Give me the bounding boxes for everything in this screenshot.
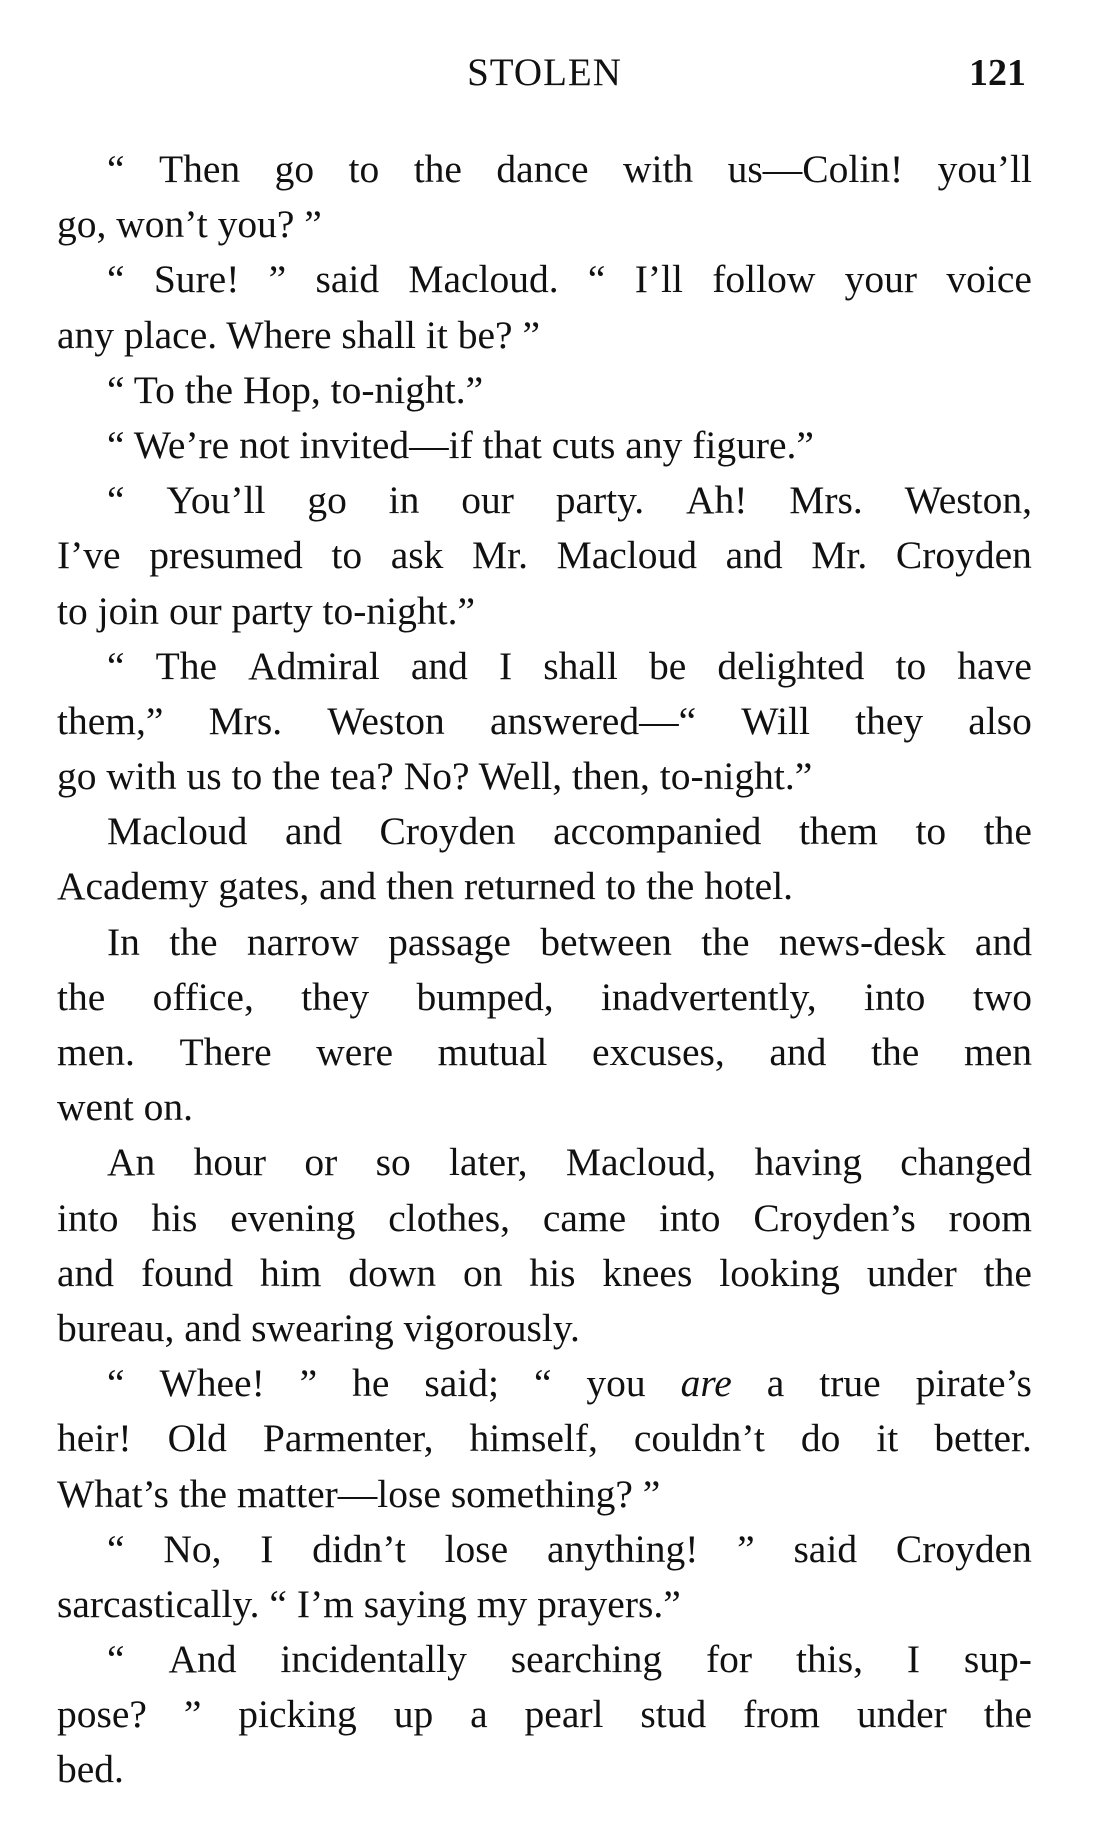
word: pearl bbox=[524, 1692, 604, 1737]
word: found bbox=[140, 1250, 234, 1295]
word: said bbox=[793, 1526, 858, 1571]
page-number: 121 bbox=[969, 52, 1026, 94]
word: gates, bbox=[218, 864, 310, 909]
text-line bbox=[57, 363, 1032, 418]
word: answered—“ bbox=[489, 698, 697, 743]
word: went bbox=[57, 1085, 134, 1130]
word: dance bbox=[496, 147, 589, 191]
word: “ bbox=[107, 1637, 125, 1682]
word: We’re bbox=[133, 422, 230, 467]
word: inadvertently, bbox=[600, 974, 817, 1019]
word: the bbox=[413, 147, 462, 191]
word: his bbox=[529, 1250, 576, 1295]
word: and bbox=[410, 643, 468, 688]
word: To bbox=[133, 367, 175, 412]
paragraph bbox=[57, 1632, 1032, 1798]
text-line bbox=[57, 1632, 1032, 1687]
word: and bbox=[184, 1305, 242, 1350]
paragraph bbox=[57, 915, 1032, 1136]
word: Hop, bbox=[242, 367, 321, 412]
word: better. bbox=[934, 1416, 1032, 1461]
word: not bbox=[239, 422, 290, 467]
word: go, bbox=[57, 202, 107, 247]
text-line bbox=[57, 308, 1032, 363]
word: to bbox=[605, 864, 637, 909]
word: go bbox=[57, 754, 97, 799]
word: Mrs. bbox=[789, 478, 863, 523]
word: bed. bbox=[57, 1747, 124, 1792]
word: into bbox=[659, 1195, 721, 1240]
word: from bbox=[743, 1692, 820, 1737]
word: to-night.” bbox=[330, 367, 484, 412]
word: I bbox=[260, 1526, 274, 1571]
word: this, bbox=[796, 1637, 863, 1682]
word: two bbox=[972, 974, 1032, 1019]
word: “ bbox=[107, 367, 125, 412]
word: us—Colin! bbox=[727, 147, 904, 191]
word: the bbox=[983, 1250, 1032, 1295]
paragraph bbox=[57, 1135, 1032, 1356]
word: presumed bbox=[149, 533, 303, 578]
body-text bbox=[57, 142, 1032, 1798]
word: the bbox=[983, 1692, 1032, 1737]
word: Mr. bbox=[472, 533, 528, 578]
paragraph bbox=[57, 639, 1032, 805]
word: “ bbox=[107, 643, 125, 688]
word: he bbox=[352, 1361, 390, 1406]
paragraph bbox=[57, 1356, 1032, 1522]
word: I’ll bbox=[634, 257, 683, 302]
word: Then bbox=[158, 147, 241, 191]
word: “ bbox=[107, 257, 125, 302]
word: that bbox=[482, 422, 542, 467]
word: excuses, bbox=[592, 1030, 725, 1074]
word: under bbox=[856, 1692, 947, 1737]
paragraph bbox=[57, 142, 1032, 252]
text-line bbox=[57, 970, 1032, 1025]
word: and bbox=[284, 809, 342, 854]
word: saying bbox=[363, 1581, 467, 1626]
text-line bbox=[57, 1467, 1032, 1522]
word: with bbox=[622, 147, 694, 191]
word: go bbox=[274, 147, 315, 191]
word: said bbox=[315, 257, 380, 302]
paragraph bbox=[57, 252, 1032, 362]
word: No? bbox=[403, 754, 470, 799]
word: hotel. bbox=[704, 864, 794, 909]
word: party bbox=[231, 588, 313, 633]
word: and bbox=[57, 1250, 115, 1295]
word: our bbox=[168, 588, 222, 633]
word: something? bbox=[450, 1471, 633, 1516]
word: invited—if bbox=[299, 422, 473, 467]
word: Old bbox=[167, 1416, 227, 1461]
text-line bbox=[57, 1411, 1032, 1466]
word: to bbox=[348, 147, 380, 191]
word: him bbox=[259, 1250, 322, 1295]
word: Macloud bbox=[556, 533, 698, 578]
word: didn’t bbox=[312, 1526, 406, 1571]
word: and bbox=[725, 533, 783, 578]
word: or bbox=[304, 1140, 338, 1185]
word: and bbox=[319, 864, 377, 909]
word: In bbox=[107, 919, 140, 964]
word: Mr. bbox=[811, 533, 868, 578]
word: “ bbox=[587, 257, 606, 302]
word: so bbox=[375, 1140, 411, 1185]
word: to bbox=[895, 643, 927, 688]
word: himself, bbox=[469, 1416, 598, 1461]
word: later, bbox=[449, 1140, 528, 1185]
word: bumped, bbox=[416, 974, 554, 1019]
word: have bbox=[957, 643, 1032, 688]
text-line bbox=[57, 804, 1032, 859]
word: men. bbox=[57, 1030, 135, 1074]
word: the bbox=[871, 1030, 920, 1074]
word: sup- bbox=[963, 1637, 1032, 1682]
word: party. bbox=[555, 478, 645, 523]
word: ” bbox=[642, 1471, 661, 1516]
word: Well, bbox=[478, 754, 563, 799]
word: “ bbox=[107, 147, 125, 191]
word: Where bbox=[226, 312, 332, 357]
word: picking bbox=[238, 1692, 357, 1737]
word: the bbox=[701, 919, 750, 964]
word: also bbox=[968, 698, 1032, 743]
word: Parmenter, bbox=[262, 1416, 434, 1461]
word: There bbox=[179, 1030, 272, 1074]
word: Sure! bbox=[153, 257, 240, 302]
word: What’s bbox=[57, 1471, 169, 1516]
word: be bbox=[648, 643, 687, 688]
word: “ bbox=[533, 1361, 552, 1406]
word: clothes, bbox=[388, 1195, 510, 1240]
word: An bbox=[107, 1140, 156, 1185]
word: changed bbox=[900, 1140, 1032, 1185]
word: passage bbox=[388, 919, 511, 964]
word: evening bbox=[230, 1195, 356, 1240]
word: hour bbox=[193, 1140, 267, 1185]
word: a bbox=[470, 1692, 488, 1737]
word: matter—lose bbox=[236, 1471, 441, 1516]
text-line bbox=[57, 1687, 1032, 1742]
text-line bbox=[57, 1742, 1032, 1797]
word: a bbox=[766, 1361, 785, 1406]
word: the bbox=[272, 754, 321, 799]
text-line bbox=[57, 1577, 1032, 1632]
word: it bbox=[425, 312, 448, 357]
word: “ bbox=[107, 478, 125, 523]
word: it bbox=[876, 1416, 899, 1461]
text-line bbox=[57, 1522, 1032, 1577]
word: to-night.” bbox=[659, 754, 813, 799]
word: then bbox=[386, 864, 455, 909]
text-line bbox=[57, 694, 1032, 749]
word: on bbox=[463, 1250, 503, 1295]
word: having bbox=[754, 1140, 862, 1185]
word: cuts bbox=[551, 422, 616, 467]
word: Will bbox=[741, 698, 810, 743]
text-line bbox=[57, 1025, 1032, 1080]
word: shall bbox=[341, 312, 417, 357]
word: are bbox=[680, 1361, 732, 1406]
word: the bbox=[57, 974, 106, 1019]
word: The bbox=[155, 643, 218, 688]
word: do bbox=[800, 1416, 841, 1461]
word: to bbox=[915, 809, 947, 854]
word: ask bbox=[390, 533, 444, 578]
word: voice bbox=[946, 257, 1032, 302]
word: into bbox=[57, 1195, 119, 1240]
word: looking bbox=[719, 1250, 840, 1295]
word: us bbox=[186, 754, 222, 799]
word: go bbox=[307, 478, 347, 523]
word: anything! bbox=[546, 1526, 699, 1571]
word: And bbox=[168, 1637, 237, 1682]
word: accompanied bbox=[553, 809, 762, 854]
word: returned bbox=[463, 864, 596, 909]
word: knees bbox=[602, 1250, 693, 1295]
word: room bbox=[948, 1195, 1032, 1240]
word: lose bbox=[444, 1526, 509, 1571]
text-line bbox=[57, 1356, 1032, 1411]
word: Mrs. bbox=[208, 698, 283, 743]
word: on. bbox=[143, 1085, 194, 1130]
word: office, bbox=[152, 974, 254, 1019]
paragraph bbox=[57, 363, 1032, 418]
word: the bbox=[184, 367, 233, 412]
word: my bbox=[476, 1581, 528, 1626]
word: “ bbox=[107, 1361, 125, 1406]
word: heir! bbox=[57, 1416, 132, 1461]
word: Ah! bbox=[685, 478, 748, 523]
paragraph bbox=[57, 1522, 1032, 1632]
word: ” bbox=[737, 1526, 755, 1571]
word: I bbox=[499, 643, 513, 688]
word: them,” bbox=[57, 698, 164, 743]
word: Weston, bbox=[904, 478, 1032, 523]
word: up bbox=[393, 1692, 434, 1737]
word: the bbox=[983, 809, 1032, 854]
word: searching bbox=[510, 1637, 663, 1682]
running-head bbox=[57, 48, 1032, 98]
text-line bbox=[57, 142, 1032, 197]
word: “ bbox=[269, 1581, 287, 1626]
word: “ bbox=[107, 1526, 125, 1571]
word: any bbox=[625, 422, 683, 467]
word: for bbox=[706, 1637, 753, 1682]
word: stud bbox=[640, 1692, 707, 1737]
word: Whee! bbox=[159, 1361, 265, 1406]
word: news-desk bbox=[778, 919, 946, 964]
word: pirate’s bbox=[915, 1361, 1032, 1406]
word: down bbox=[348, 1250, 437, 1295]
paragraph bbox=[57, 804, 1032, 914]
text-line bbox=[57, 1301, 1032, 1356]
word: under bbox=[866, 1250, 957, 1295]
word: Macloud. bbox=[408, 257, 559, 302]
word: I’ve bbox=[57, 533, 121, 578]
word: You’ll bbox=[166, 478, 266, 523]
word: Admiral bbox=[248, 643, 380, 688]
word: the bbox=[646, 864, 695, 909]
text-line bbox=[57, 1080, 1032, 1135]
word: to bbox=[231, 754, 263, 799]
word: sarcastically. bbox=[57, 1581, 260, 1626]
text-line bbox=[57, 473, 1032, 528]
word: the bbox=[169, 919, 218, 964]
word: they bbox=[301, 974, 370, 1019]
word: figure.” bbox=[692, 422, 814, 467]
word: to bbox=[57, 588, 88, 633]
word: Croyden bbox=[895, 1526, 1032, 1571]
book-page bbox=[57, 0, 1032, 1832]
word: ” bbox=[183, 1692, 202, 1737]
text-line bbox=[57, 1191, 1032, 1246]
paragraph bbox=[57, 473, 1032, 639]
word: shall bbox=[543, 643, 618, 688]
text-line bbox=[57, 749, 1032, 804]
word: any bbox=[57, 312, 115, 357]
word: the bbox=[178, 1471, 228, 1516]
word: between bbox=[540, 919, 672, 964]
word: them bbox=[798, 809, 878, 854]
word: Macloud bbox=[107, 809, 248, 854]
word: came bbox=[542, 1195, 627, 1240]
word: they bbox=[855, 698, 924, 743]
word: place. bbox=[123, 312, 218, 357]
word: Croyden bbox=[379, 809, 516, 854]
word: pose? bbox=[57, 1692, 147, 1737]
word: narrow bbox=[246, 919, 359, 964]
text-line bbox=[57, 584, 1032, 639]
word: won’t bbox=[116, 202, 208, 247]
text-line bbox=[57, 528, 1032, 583]
word: ” bbox=[304, 202, 322, 247]
word: tea? bbox=[330, 754, 394, 799]
word: to-night.” bbox=[322, 588, 475, 633]
word: to bbox=[331, 533, 363, 578]
text-line bbox=[57, 859, 1032, 914]
word: you’ll bbox=[937, 147, 1032, 191]
word: be? bbox=[457, 312, 513, 357]
word: No, bbox=[163, 1526, 222, 1571]
word: I’m bbox=[296, 1581, 354, 1626]
word: Academy bbox=[57, 864, 209, 909]
word: swearing bbox=[251, 1305, 394, 1350]
word: couldn’t bbox=[633, 1416, 765, 1461]
word: then, bbox=[572, 754, 650, 799]
text-line bbox=[57, 1246, 1032, 1301]
word: Macloud, bbox=[565, 1140, 717, 1185]
word: you bbox=[586, 1361, 646, 1406]
word: mutual bbox=[437, 1030, 548, 1074]
word: Weston bbox=[327, 698, 445, 743]
word: delighted bbox=[717, 643, 865, 688]
word: in bbox=[388, 478, 420, 523]
word: prayers.” bbox=[537, 1581, 681, 1626]
word: follow bbox=[712, 257, 816, 302]
running-title: STOLEN bbox=[467, 51, 622, 94]
word: ” bbox=[299, 1361, 318, 1406]
text-line bbox=[57, 418, 1032, 473]
word: vigorously. bbox=[403, 1305, 580, 1350]
word: were bbox=[316, 1030, 394, 1074]
word: I bbox=[906, 1637, 921, 1682]
word: ” bbox=[522, 312, 540, 357]
text-line bbox=[57, 197, 1032, 252]
word: your bbox=[844, 257, 918, 302]
word: incidentally bbox=[280, 1637, 467, 1682]
word: into bbox=[863, 974, 926, 1019]
word: Croyden bbox=[895, 533, 1032, 578]
word: ” bbox=[268, 257, 287, 302]
word: true bbox=[819, 1361, 881, 1406]
word: with bbox=[106, 754, 177, 799]
word: you? bbox=[217, 202, 295, 247]
word: Croyden’s bbox=[753, 1195, 916, 1240]
word: men bbox=[963, 1030, 1032, 1074]
word: and bbox=[769, 1030, 827, 1074]
text-line bbox=[57, 252, 1032, 307]
word: “ bbox=[107, 422, 125, 467]
text-line bbox=[57, 915, 1032, 970]
paragraph bbox=[57, 418, 1032, 473]
word: bureau, bbox=[57, 1305, 175, 1350]
word: our bbox=[461, 478, 514, 523]
text-line bbox=[57, 1135, 1032, 1190]
word: join bbox=[97, 588, 160, 633]
word: said; bbox=[424, 1361, 499, 1406]
word: and bbox=[974, 919, 1032, 964]
word: his bbox=[151, 1195, 198, 1240]
text-line bbox=[57, 639, 1032, 694]
